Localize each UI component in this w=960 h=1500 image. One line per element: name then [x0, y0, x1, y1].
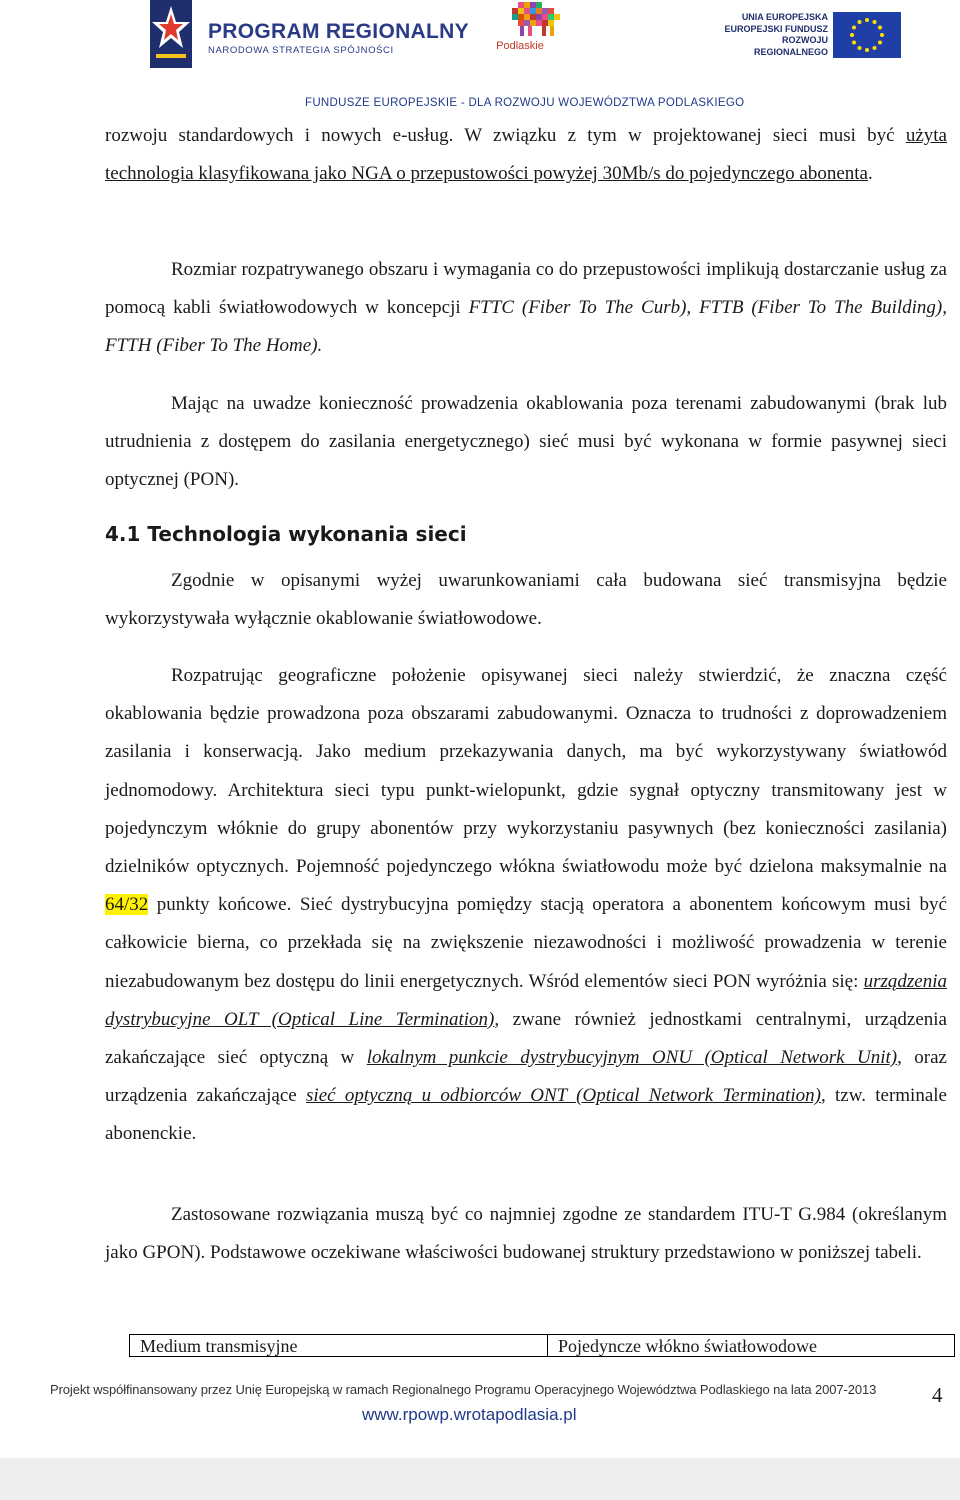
eu-erdf-logo: [720, 12, 900, 62]
eu-flag-icon: [833, 12, 901, 58]
podlaskie-bison-icon: [490, 0, 570, 42]
eu-line-1: UNIA EUROPEJSKA: [741, 12, 828, 22]
table-cell-label: Medium transmisyjne: [130, 1335, 548, 1356]
p1-text-a: rozwoju standardowych i nowych e-usług. W związku z tym w projektowanej sieci musi być: [105, 125, 906, 146]
footer-bar: [0, 1458, 960, 1500]
paragraph-2: [105, 251, 947, 366]
table-cell-value: Pojedyncze włókno światłowodowe: [558, 1336, 817, 1356]
p1-underlined: użyta technologia klasyfikowana jako NGA o przepustowości powyżej 30Mb/s do pojedynczego abonenta: [105, 125, 947, 185]
p5-ont-term: sieć optyczną u odbiorców ONT (Optical Network Termination): [306, 1085, 821, 1107]
p5-text-e: , tzw. terminale abonenckie.: [105, 1085, 947, 1145]
program-title: PROGRAM REGIONALNY: [208, 20, 469, 43]
program-subtitle: NARODOWA STRATEGIA SPÓJNOŚCI: [208, 45, 394, 56]
podlaskie-label: Podlaskie: [496, 40, 544, 52]
program-regionalny-logo: [150, 0, 469, 68]
paragraph-5: [105, 657, 947, 1154]
p1-text-b: .: [867, 163, 873, 185]
eu-line-3: ROZWOJU REGIONALNEGO: [753, 35, 828, 57]
section-heading: 4.1 Technologia wykonania sieci: [105, 522, 467, 546]
footer-cofinancing-text: Projekt współfinansowany przez Unię Europejską w ramach Regionalnego Programu Operacyjnego Województwa Podlaskiego na lata 2007-2013: [50, 1382, 877, 1397]
p2-text: Rozmiar rozpatrywanego obszaru i wymagania co do przepustowości implikują dostarczanie usług za pomocą kabli światłowodowych w koncepcji: [105, 259, 947, 319]
p5-olt-term: urządzenia dystrybucyjne OLT (Optical Line Termination): [105, 970, 947, 1030]
paragraph-3: Mając na uwadze konieczność prowadzenia okablowania poza terenami zabudowanymi (brak lub utrudnienia z dostępem do zasilania energetycznego) sieć musi być wykonana w formie pasywnej sieci optycznej (PON).: [105, 393, 947, 491]
p5-text-c: , zwane również jednostkami centralnymi, urządzenia zakańczające sieć optyczną w: [105, 1008, 947, 1069]
properties-table: [129, 1334, 955, 1357]
page-number: 4: [932, 1383, 943, 1407]
p5-text-d: , oraz urządzenia zakańczające: [105, 1047, 947, 1107]
p2-italic: FTTC (Fiber To The Curb), FTTB (Fiber To The Building), FTTH (Fiber To The Home).: [105, 297, 947, 357]
program-regionalny-emblem-icon: [150, 0, 192, 68]
paragraph-1: [105, 117, 947, 193]
p5-text-a: Rozpatrując geograficzne położenie opisywanej sieci należy stwierdzić, że znaczna część okablowania będzie prowadzona poza obszarami zabudowanymi. Oznacza to trudności z doprowadzeniem zasilania i konserwacją. Jako medium przekazywania danych, ma być wykorzystywany światłowód jednomodowy. Architektura sieci typu punkt-wielopunkt, gdzie sygnał optyczny transmitowany jest w pojedynczym włóknie do grupy abonentów przy wykorzystaniu pasywnych (bez konieczności zasilania) dzielników optycznych. Pojemność pojedynczego włókna światłowodu może być dzielona maksymalnie na: [105, 665, 947, 878]
header-tagline: FUNDUSZE EUROPEJSKIE - DLA ROZWOJU WOJEWÓDZTWA PODLASKIEGO: [305, 97, 745, 109]
eu-line-2: EUROPEJSKI FUNDUSZ: [724, 23, 828, 34]
footer-url: www.rpowp.wrotapodlasia.pl: [362, 1405, 577, 1424]
p5-onu-term: lokalnym punkcie dystrybucyjnym ONU (Optical Network Unit): [366, 1047, 898, 1069]
p5-highlight: 64/32: [105, 894, 149, 916]
p5-text-b: punkty końcowe. Sieć dystrybucyjna pomiędzy stacją operatora a abonentem końcowym musi być całkowicie bierna, co przekłada się na zwiększenie niezawodności i możliwość prowadzenia w terenie niezabudowanym bez dostępu do linii energetycznych. Wśród elementów sieci PON wyróżnia się:: [105, 894, 947, 992]
paragraph-4: Zgodnie w opisanymi wyżej uwarunkowaniami cała budowana sieć transmisyjna będzie wykorzystywała wyłącznie okablowanie światłowodowe.: [105, 570, 947, 630]
paragraph-6: Zastosowane rozwiązania muszą być co najmniej zgodne ze standardem ITU-T G.984 (określanym jako GPON). Podstawowe oczekiwane właściwości budowanej struktury przedstawiono w poniższej tabeli.: [105, 1204, 947, 1264]
podlaskie-logo: [490, 0, 570, 58]
